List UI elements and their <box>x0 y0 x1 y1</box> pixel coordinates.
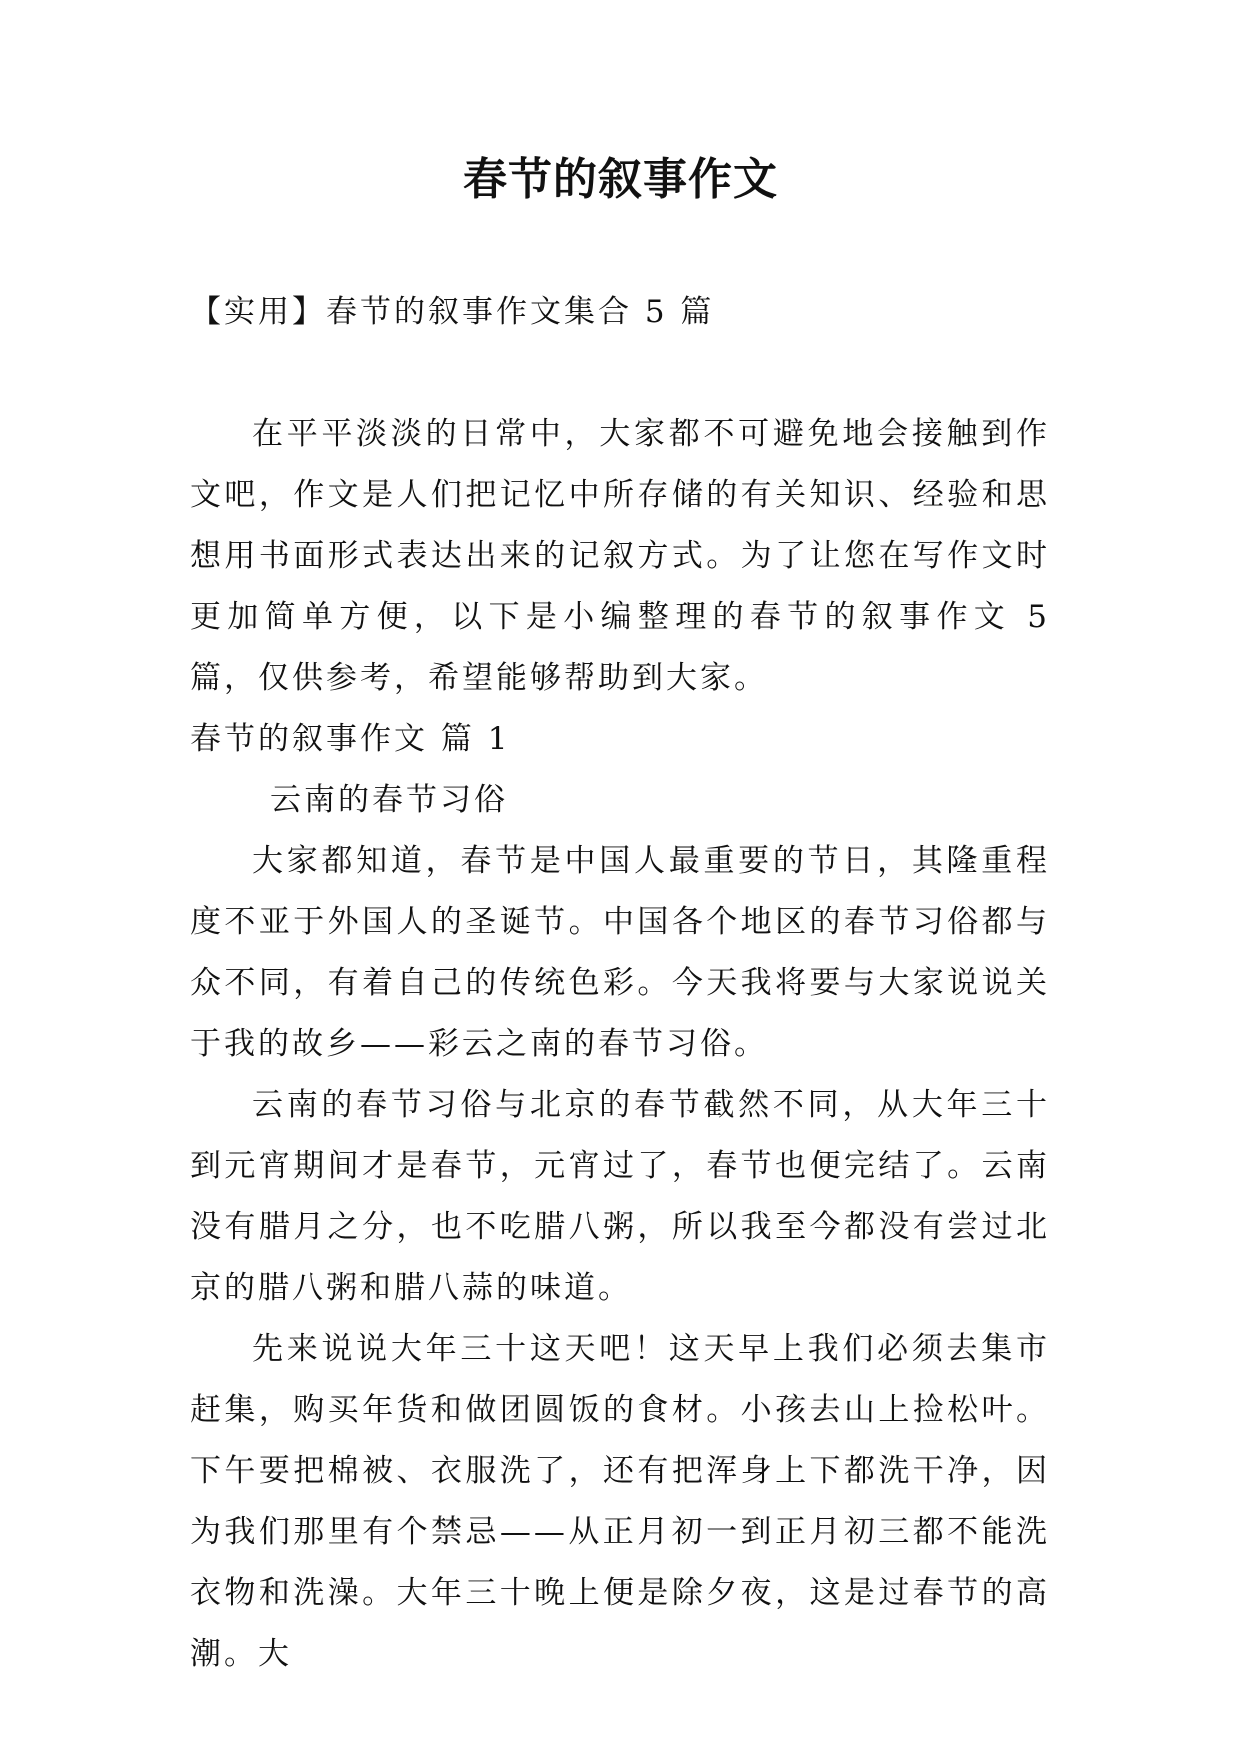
intro-paragraph: 在平平淡淡的日常中，大家都不可避免地会接触到作文吧，作文是人们把记忆中所存储的有关知识、经验和思想用书面形式表达出来的记叙方式。为了让您在写作文时更加简单方便，以下是小编整理的春节的叙事作文 5 篇，仅供参考，希望能够帮助到大家。 <box>190 416 1050 696</box>
document-title: 春节的叙事作文 <box>463 154 778 205</box>
section-heading: 春节的叙事作文 篇 1 <box>190 721 511 757</box>
body-paragraph-2: 云南的春节习俗与北京的春节截然不同，从大年三十到元宵期间才是春节，元宵过了，春节也便完结了。云南没有腊月之分，也不吃腊八粥，所以我至今都没有尝过北京的腊八粥和腊八蒜的味道。 <box>190 1087 1050 1306</box>
document-body <box>190 404 1050 1685</box>
section-subheading: 云南的春节习俗 <box>270 782 508 818</box>
body-paragraph-3: 先来说说大年三十这天吧！这天早上我们必须去集市赶集，购买年货和做团圆饭的食材。小孩去山上捡松叶。下午要把棉被、衣服洗了，还有把浑身上下都洗干净，因为我们那里有个禁忌——从正月初一到正月初三都不能洗衣物和洗澡。大年三十晚上便是除夕夜，这是过春节的高潮。大 <box>190 1331 1050 1672</box>
body-paragraph-1: 大家都知道，春节是中国人最重要的节日，其隆重程度不亚于外国人的圣诞节。中国各个地区的春节习俗都与众不同，有着自己的传统色彩。今天我将要与大家说说关于我的故乡——彩云之南的春节习俗。 <box>190 843 1050 1062</box>
document-subtitle: 【实用】春节的叙事作文集合 5 篇 <box>190 294 715 330</box>
